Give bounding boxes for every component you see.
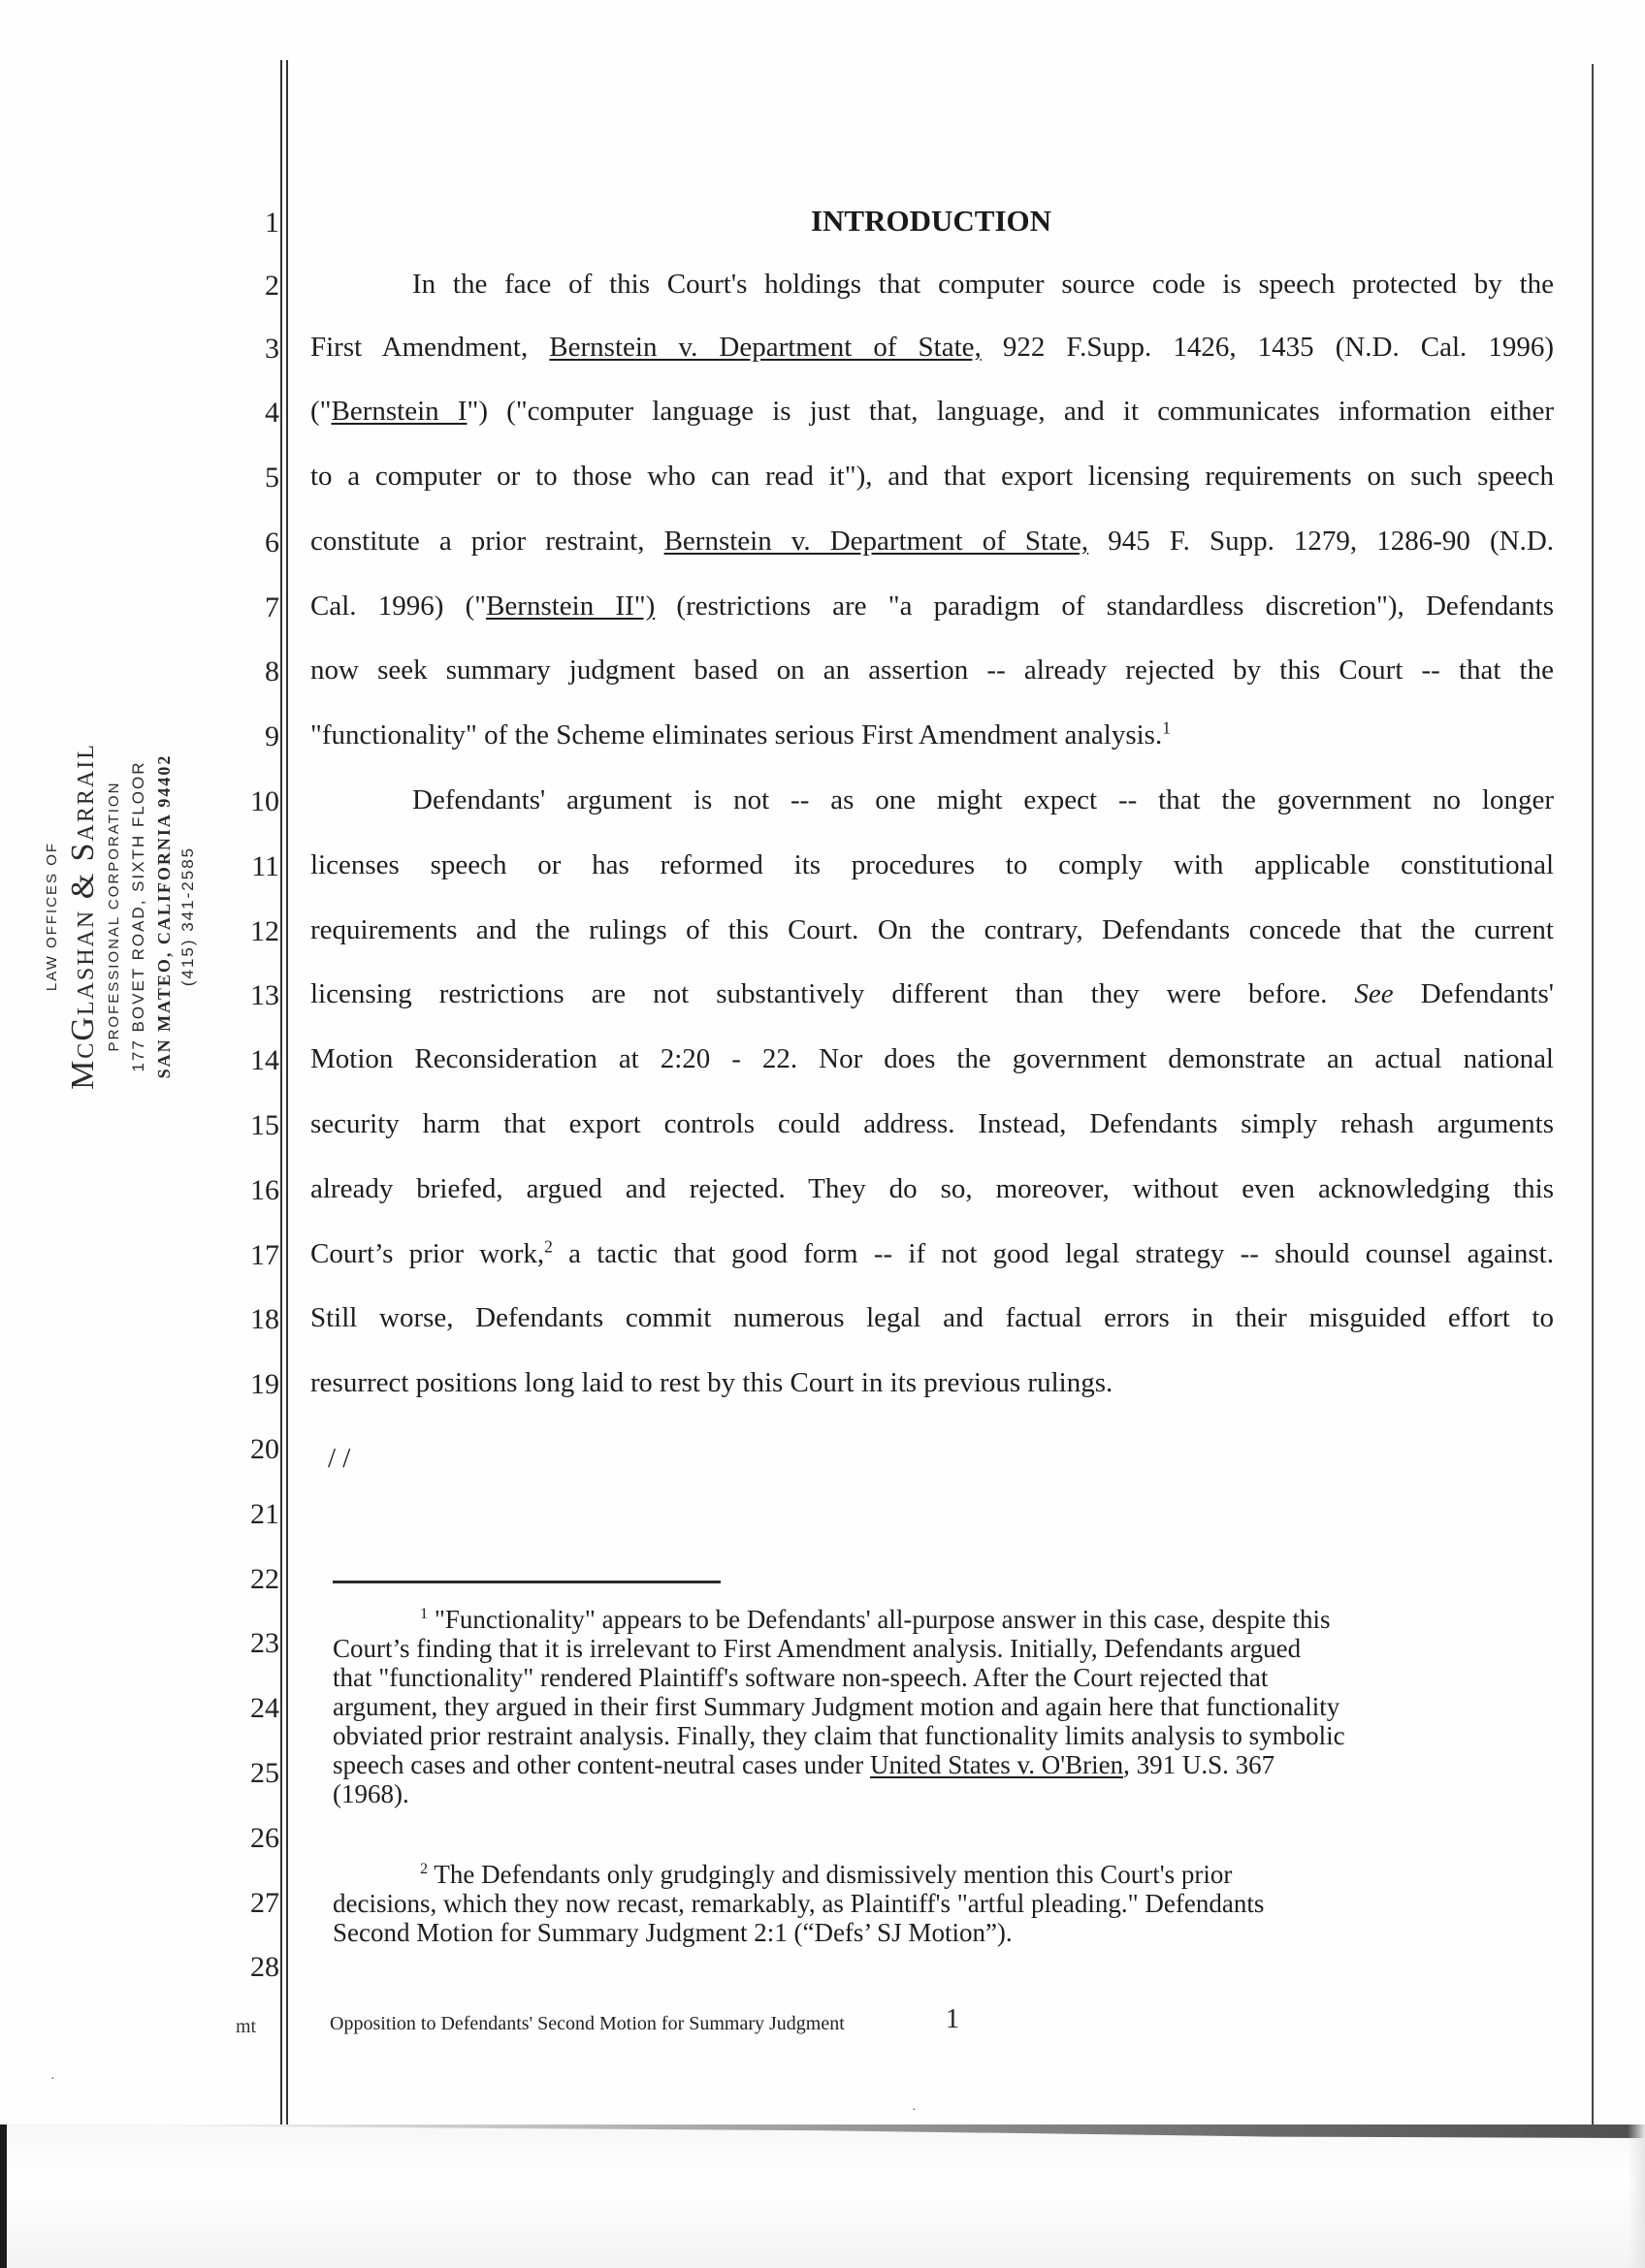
body-line xyxy=(310,1300,1554,1335)
text: ") ("computer language is just that, language, and it communicates information either xyxy=(467,396,1554,427)
scanner-edge xyxy=(0,2124,7,2268)
footnote-1-line xyxy=(333,1605,1613,1634)
text: Still worse, Defendants commit numerous legal and factual errors in their misguided effort to xyxy=(310,1302,1554,1333)
footnote-separator xyxy=(333,1581,721,1583)
scanner-background xyxy=(0,2124,1645,2268)
letterhead-law-offices: LAW OFFICES OF xyxy=(44,841,60,992)
text: to a computer or to those who can read it"), and that export licensing requirements on such speech xyxy=(310,461,1554,492)
footnote-1-line xyxy=(333,1634,1526,1663)
line-number: 7 xyxy=(265,591,279,623)
line-number: 15 xyxy=(250,1109,279,1141)
line-number: 3 xyxy=(265,333,279,365)
footer-document-title: Opposition to Defendants' Second Motion for Summary Judgment xyxy=(330,2013,845,2034)
footnote-mark-1: 1 xyxy=(420,1605,429,1622)
text: a tactic that good form -- if not good legal strategy -- should counsel against. xyxy=(552,1238,1554,1269)
scanner-edge-right xyxy=(1628,2124,1645,2268)
scan-artifact: · xyxy=(912,2103,917,2118)
text: that "functionality" rendered Plaintiff's software non-speech. After the Court rejected that xyxy=(333,1663,1269,1692)
line-number: 16 xyxy=(250,1174,279,1206)
body-line xyxy=(310,1106,1554,1141)
line-number: 23 xyxy=(250,1627,279,1659)
text: now seek summary judgment based on an assertion -- already rejected by this Court -- that the xyxy=(310,655,1554,686)
right-margin-rule xyxy=(1592,64,1594,2125)
section-heading: INTRODUCTION xyxy=(810,204,1052,238)
body-line xyxy=(310,1041,1554,1076)
page-number: 1 xyxy=(946,2004,959,2034)
body-line xyxy=(310,912,1554,947)
line-number: 28 xyxy=(250,1951,279,1983)
body-line xyxy=(310,267,1554,302)
body-line xyxy=(310,976,1554,1011)
line-number: 14 xyxy=(250,1044,279,1076)
text: Court’s prior work, xyxy=(310,1238,545,1269)
letterhead-corporation: PROFESSIONAL CORPORATION xyxy=(106,781,122,1052)
body-line xyxy=(310,1171,1554,1206)
letterhead-firm-name: McGlashan & Sarrail xyxy=(65,743,101,1090)
text: , 391 U.S. 367 xyxy=(1123,1750,1275,1779)
case-citation: Bernstein v. Department of State, xyxy=(549,332,982,363)
left-margin-rule xyxy=(280,60,282,2125)
text: Motion Reconsideration at 2:20 - 22. Nor does the government demonstrate an actual national xyxy=(310,1043,1554,1074)
signal-see: See xyxy=(1354,978,1394,1009)
case-citation: Bernstein II") xyxy=(486,591,656,622)
text: First Amendment, xyxy=(310,332,550,363)
body-line xyxy=(310,394,1554,429)
text: licensing restrictions are not substantively different than they were before. xyxy=(310,978,1355,1009)
text: constitute a prior restraint, xyxy=(310,526,664,557)
body-line xyxy=(310,459,1554,494)
body-line xyxy=(310,783,1554,817)
text: "Functionality" appears to be Defendants' all-purpose answer in this case, despite this xyxy=(428,1605,1331,1634)
line-number: 11 xyxy=(251,850,279,882)
footnote-1-line xyxy=(333,1663,1526,1692)
footnote-1-line xyxy=(333,1721,1526,1750)
text: resurrect positions long laid to rest by this Court in its previous rulings. xyxy=(310,1367,1113,1398)
text: Cal. 1996) (" xyxy=(310,591,487,622)
body-line xyxy=(310,1236,1554,1271)
left-margin-rule-inner xyxy=(286,60,288,2125)
case-citation: Bernstein v. Department of State, xyxy=(663,526,1089,557)
line-number: 8 xyxy=(265,655,279,687)
text: In the face of this Court's holdings that computer source code is speech protected by the xyxy=(412,269,1554,300)
line-number: 22 xyxy=(250,1563,279,1595)
line-number: 18 xyxy=(250,1303,279,1335)
text: Defendants' argument is not -- as one might expect -- that the government no longer xyxy=(412,784,1554,815)
body-line xyxy=(310,718,1554,752)
footnote-ref-2[interactable]: 2 xyxy=(544,1236,553,1257)
line-number: 6 xyxy=(265,527,279,559)
footnote-mark-2: 2 xyxy=(420,1860,429,1877)
line-number: 17 xyxy=(250,1239,279,1271)
line-number: 24 xyxy=(250,1692,279,1724)
text: obviated prior restraint analysis. Finally, they claim that functionality limits analysis to symbolic xyxy=(333,1721,1345,1750)
text: decisions, which they now recast, remarkably, as Plaintiff's "artful pleading." Defendants xyxy=(333,1889,1265,1918)
footnote-2-line xyxy=(333,1918,1526,1947)
text: 945 F. Supp. 1279, 1286-90 (N.D. xyxy=(1088,526,1555,557)
text: (1968). xyxy=(333,1779,409,1808)
footnote-1-line xyxy=(333,1692,1526,1721)
line-number: 9 xyxy=(265,720,279,752)
case-citation: United States v. O'Brien xyxy=(870,1750,1124,1779)
line-number: 12 xyxy=(250,915,279,947)
text: Defendants' xyxy=(1393,978,1554,1009)
line-number: 19 xyxy=(250,1368,279,1400)
footnote-2-line xyxy=(333,1889,1526,1918)
body-line xyxy=(310,653,1554,687)
continuation-marker: / / xyxy=(328,1443,351,1474)
text: licenses speech or has reformed its procedures to comply with applicable constitutional xyxy=(310,849,1554,880)
text: (" xyxy=(310,396,332,427)
line-number: 2 xyxy=(265,270,279,302)
line-number: 27 xyxy=(250,1887,279,1919)
letterhead-phone: (415) 341-2585 xyxy=(178,846,197,987)
text: Court’s finding that it is irrelevant to First Amendment analysis. Initially, Defendants argued xyxy=(333,1634,1302,1663)
footer-initials: mt xyxy=(236,2016,257,2037)
line-number: 21 xyxy=(250,1498,279,1530)
line-number: 26 xyxy=(250,1822,279,1854)
text: requirements and the rulings of this Court. On the contrary, Defendants concede that the current xyxy=(310,914,1554,945)
scan-artifact: · xyxy=(50,2072,55,2087)
line-number: 10 xyxy=(250,785,279,817)
body-line xyxy=(310,847,1554,882)
footnote-ref-1[interactable]: 1 xyxy=(1162,718,1171,738)
line-number: 1 xyxy=(265,207,279,239)
page-shadow xyxy=(155,2124,1645,2138)
text: "functionality" of the Scheme eliminates serious First Amendment analysis. xyxy=(310,719,1163,751)
text: The Defendants only grudgingly and dismissively mention this Court's prior xyxy=(428,1860,1233,1889)
line-number: 4 xyxy=(265,397,279,429)
text: 922 F.Supp. 1426, 1435 (N.D. Cal. 1996) xyxy=(981,332,1555,363)
text: argument, they argued in their first Summary Judgment motion and again here that functionality xyxy=(333,1692,1340,1721)
text: speech cases and other content-neutral cases under xyxy=(333,1750,871,1779)
text: security harm that export controls could address. Instead, Defendants simply rehash arguments xyxy=(310,1108,1554,1139)
body-line xyxy=(310,330,1554,365)
letterhead-address: 177 BOVET ROAD, SIXTH FLOOR xyxy=(129,760,147,1072)
line-number: 13 xyxy=(250,979,279,1011)
body-line xyxy=(310,1365,1554,1400)
letterhead xyxy=(41,567,235,1265)
line-number: 25 xyxy=(250,1757,279,1789)
body-line xyxy=(310,524,1554,559)
letterhead-city: SAN MATEO, CALIFORNIA 94402 xyxy=(154,753,174,1079)
text: Second Motion for Summary Judgment 2:1 (“Defs’ SJ Motion”). xyxy=(333,1918,1013,1947)
line-number: 20 xyxy=(250,1433,279,1465)
case-citation: Bernstein I xyxy=(331,396,468,427)
line-number: 5 xyxy=(265,462,279,494)
footnote-1-line xyxy=(333,1750,1526,1779)
text: (restrictions are "a paradigm of standardless discretion"), Defendants xyxy=(655,591,1555,622)
footnote-2-line xyxy=(333,1860,1613,1889)
footnote-1-line xyxy=(333,1779,1526,1808)
body-line xyxy=(310,589,1554,623)
text: already briefed, argued and rejected. They do so, moreover, without even acknowledging this xyxy=(310,1173,1554,1204)
